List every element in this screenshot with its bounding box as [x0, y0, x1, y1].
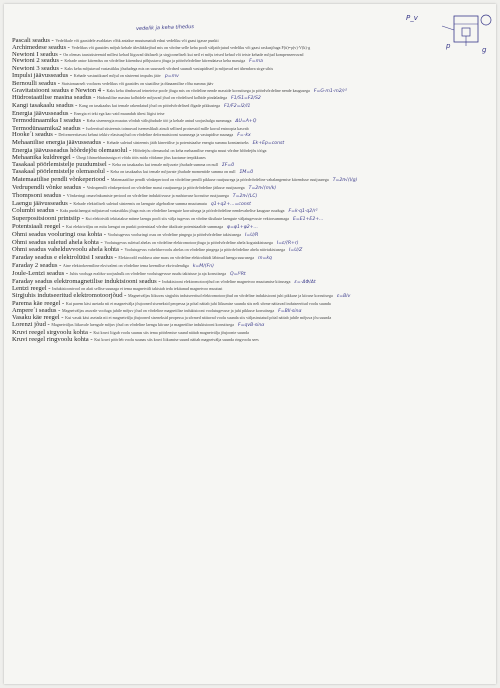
law-description: Voolutugevus suletud ahelas on võrdeline elektromotoorjõuga ja pöördvõrdeline ahela kogutakistusega	[104, 239, 273, 245]
law-description: Kui elektriväljas on mitu laengut on punkti potentsiaal võrdne üksikute potentsiaalide summaga	[66, 223, 224, 229]
law-entry	[12, 322, 488, 328]
law-separator: -	[79, 215, 86, 223]
law-handwritten-formula: T=2π√(l/g)	[332, 178, 358, 184]
law-description: Voolutugevus vahelduvvoolu ahelas on võrdeline pingega ja pöördvõrdeline ahela näivtakistusega	[124, 247, 286, 253]
law-name: Potentsiaali reegel	[12, 222, 61, 230]
law-description: Induktsiooni elektromotoorjõud on võrdeline magnetvoo muutumise kiirusega	[162, 278, 291, 284]
law-description: Magnetväljas liikuvale laengule mõjuv jõud on võrdeline laengu kiiruse ja magnetilise induktsiooni korrutisega	[51, 322, 234, 328]
law-separator: -	[127, 146, 133, 154]
law-description: Kehade elektriliselt suletud süsteemis on laengute algebraline summa muutumatu	[73, 200, 207, 206]
law-entry	[12, 337, 488, 342]
law-handwritten-formula: F=qvB·sinα	[237, 323, 265, 329]
law-description: Deformeeritavast kehast tekkiv elastsusjõud on võrdeline deformatsiooni suurusega ja vastupidise suunaga	[58, 132, 234, 138]
law-name: Pascali seadus	[12, 37, 50, 44]
law-entry	[12, 177, 488, 183]
law-handwritten-formula: m=kq	[258, 256, 272, 262]
law-description: Ühegi lihtmehhanismiga ei võida töös mida võidame jõus kaotame teepikkuses	[76, 154, 206, 160]
law-name: Faraday 2 seadus	[12, 261, 58, 269]
law-entry	[12, 132, 488, 138]
law-description: Statsionaarselt voolavas vedelikus või gaasides on staatilise ja dünaamilise rõhu summa jääv	[61, 80, 214, 86]
law-entry	[12, 162, 488, 168]
law-description: Vedelikule või gaasidele avaldatav rõhk antakse muutumatult edasi vedeliku või gaasi igasse punkti	[55, 38, 219, 43]
law-separator: -	[81, 116, 87, 124]
law-separator: -	[64, 269, 70, 277]
law-name: Newtoni 2 seadus	[12, 57, 59, 65]
law-handwritten-formula: T=2π√(m/k)	[248, 185, 277, 191]
law-handwritten-formula: E=E1+E2+...	[292, 217, 324, 223]
law-description: Elektroodil eralduva aine mass on võrdeline elektrolüüdi läbinud laengu suurusega	[118, 255, 255, 261]
law-entry	[12, 155, 488, 160]
law-description: Vedelikus või gaasides mõjub kehale üleslükkejõud mis on võrdne selle keha poolt väljatõrjutud vedeliku või gaasi raskusjõuga F(ü)=ρ(v)·V(k)·g	[71, 44, 311, 50]
law-entry	[12, 224, 488, 230]
law-handwritten-formula: F=k·q1·q2/r²	[288, 209, 318, 215]
law-separator: -	[57, 50, 64, 58]
law-handwritten-formula: ε=-ΔΦ/Δt	[294, 279, 316, 285]
law-separator: -	[60, 222, 67, 230]
law-name: Matemaatilise pendli võnkeperiood	[12, 176, 106, 184]
law-separator: -	[98, 238, 105, 246]
law-name: Kruvi reegel ringvoolu kohta	[12, 335, 89, 343]
law-handwritten-formula: I=ε/(R+r)	[276, 240, 299, 246]
law-name: Vasaku käe reegel	[12, 314, 60, 322]
law-separator: -	[156, 277, 163, 285]
law-entry	[12, 330, 488, 335]
law-separator: -	[68, 71, 74, 79]
law-name: Faraday seadus elektromagnetilise induktsiooni seadus	[12, 277, 157, 285]
law-entry	[12, 201, 488, 207]
law-name: Kangi tasakaalu seadus	[12, 102, 74, 110]
law-description: Kui parem käsi asetada nii et magnetvälja jõujooned siseneksid peopessa ja pöial näitab juhi liikumise suunda siis neli sõrme näitavad indutseeritud voolu suunda	[65, 300, 331, 306]
law-entry	[12, 279, 488, 285]
law-name: Ohmi seadus suletud ahela kohta	[12, 238, 99, 246]
law-separator: -	[73, 102, 80, 110]
law-handwritten-formula: q1+q2+...=const	[210, 201, 251, 207]
law-separator: -	[80, 124, 87, 132]
law-entry	[12, 38, 488, 43]
law-description: Kehade antav kiirendus on võrdeline kiirendust põhjustava jõuga ja pöördvõrdeline kiirendatava keha massiga	[64, 58, 246, 64]
law-name: Thompsoni seadus	[12, 191, 62, 199]
handwritten-note: vedelik ja keha tihedus	[135, 23, 195, 33]
law-separator: -	[81, 183, 87, 191]
law-description: Kui kruvi liigub voolu suunas siis tema pöörlemise suund näitab magnetvälja jõujoonte suunda	[93, 330, 249, 336]
law-name: Hüdrostaatilise masina seadus	[12, 94, 92, 102]
law-separator: -	[105, 176, 111, 184]
law-separator: -	[87, 329, 94, 337]
law-separator: -	[46, 285, 53, 293]
law-description: Kehade suletud süsteemis jääb kineetilise ja potentsiaalse energia summa konstantseks	[106, 140, 249, 146]
law-handwritten-formula: F1/F2=l2/l1	[224, 104, 251, 110]
law-description: Võnkeringi omavõnkumiste periood on võrdeline induktiivsuse ja mahtuvuse korrutise ruutjuurega	[66, 192, 229, 198]
law-name: Tasakaal pöörlemistelje puudumisel	[12, 160, 107, 168]
diagram-label-pv: P_v	[406, 14, 418, 22]
law-separator: -	[112, 254, 119, 262]
law-description: Voolutugevus vooluringi osas on võrdeline pingega ja pöördvõrdeline takistusega	[107, 231, 242, 237]
law-entry	[12, 293, 488, 299]
law-handwritten-formula: ΣM=0	[239, 170, 254, 176]
law-name: Ampere´i seadus	[12, 306, 57, 314]
law-separator: -	[57, 261, 63, 269]
law-description: Kui kruvi pöörleb voolu suunas siis kruvi liikumise suund näitab magnetvälja suunda ringvoolu sees	[94, 336, 259, 342]
law-separator: -	[60, 299, 66, 307]
law-handwritten-formula: ε=Blv	[336, 294, 351, 300]
law-name: Newtoni I seadus	[12, 50, 58, 58]
law-separator: -	[102, 230, 108, 238]
law-description: Magnetväljas liikuvas sirgjuhis indutseeritud elektromotoorjõud on võrdeline induktsiooni juhi pikkuse ja kiiruse korrutisega	[128, 293, 333, 299]
law-entry	[12, 81, 488, 86]
law-entry	[12, 315, 488, 320]
law-entry	[12, 308, 488, 314]
law-description: Matemaatilise pendli võnkeperiood on võrdeline pendli pikkuse ruutjuurega ja pöördvõrdeline vabalangemise kiirenduse ruutjuurega	[110, 177, 329, 183]
law-entry	[12, 208, 488, 214]
diagram-label-rho: p	[446, 42, 451, 50]
law-handwritten-formula: Q=I²Rt	[230, 271, 246, 277]
law-name: Laengu jäävusseadus	[12, 199, 68, 207]
law-separator: -	[70, 153, 77, 161]
law-handwritten-formula: I=U/Z	[289, 248, 303, 254]
law-entry	[12, 193, 488, 199]
law-name: Energia jäävusseadus hõõrdejõu olemasolul	[12, 146, 128, 154]
law-separator: -	[88, 335, 95, 343]
law-entry	[12, 185, 488, 191]
law-separator: -	[101, 86, 107, 94]
diagram-label-g: g	[482, 46, 487, 54]
law-name: Termodünaamika I seadus	[12, 116, 82, 124]
law-entry	[12, 118, 488, 124]
law-description: Vedrupendli võnkeperiood on võrdeline massi ruutjuurega ja pöördvõrdeline jäikuse ruutjuurega	[86, 184, 245, 190]
law-name: Mehaanika kuldreegel	[12, 153, 71, 161]
law-name: Bernoulli seadus	[12, 79, 57, 87]
law-entry	[12, 73, 488, 79]
law-description: Energia ei teki ega kao vaid muundub ühest liigist teise	[73, 110, 165, 116]
law-name: Kruvi reegel sirgvoolu kohta	[12, 329, 88, 337]
law-handwritten-formula: k=M/(Fn)	[192, 263, 214, 269]
law-description: Kaks keha mõjutavad vastastikku jõududega mis on suuruselt võrdsed suunalt vastupidised ja mõjuvad nei ühendava sirge sihis	[64, 66, 274, 72]
law-separator: -	[58, 65, 65, 73]
law-name: Vedrupendli võnke seadus	[12, 183, 82, 191]
law-separator: -	[104, 168, 111, 176]
law-entry	[12, 255, 488, 261]
law-separator: -	[118, 246, 125, 254]
law-name: Impulsi jäävusseadus	[12, 71, 69, 79]
law-separator: -	[68, 109, 74, 117]
law-separator: -	[56, 79, 62, 87]
law-entry	[12, 111, 488, 116]
law-description: Kui elektriväli tekitatakse mitme laengu poolt siis välja tugevus on võrdne üksikute laengute väljatugevuste vektorsummaga	[85, 216, 289, 222]
law-entry	[12, 271, 488, 277]
law-name: Energia jäävusseadus	[12, 109, 69, 117]
law-description: Juhis vooluga eralduv soojushulk on võrdeline voolutugevuse ruudu takistuse ja aja korrutisega	[69, 270, 227, 276]
law-separator: -	[67, 199, 74, 207]
law-name: Joule-Lentzi seadus	[12, 269, 65, 277]
law-description: Kang on tasakaalus kui temale rakendatud jõud on pöördvõrdelised õlgade pikkustega	[79, 103, 220, 109]
law-description: Keha siseenergia muutus võrdub välisjõudude töö ja kehale antud soojushulga summaga	[86, 117, 232, 123]
law-description: Induktsioonivool on alati sellise suunaga et tema magnetväli takistab teda tekitanud magnetvoo muutust	[52, 286, 223, 292]
law-separator: -	[52, 131, 59, 139]
law-name: Tasakaal pöörlemistelje olemasolul	[12, 168, 105, 176]
law-handwritten-formula: F1/S1=F2/S2	[231, 96, 261, 102]
law-handwritten-formula: F=-kx	[237, 133, 251, 139]
law-handwritten-formula: φ=φ1+φ2+...	[227, 224, 258, 230]
law-name: Faraday seadus e elektrolüüsi I seadus	[12, 254, 113, 262]
law-entry	[12, 240, 488, 246]
law-separator: -	[122, 292, 128, 300]
law-separator: -	[58, 57, 65, 65]
law-handwritten-formula: ΣF=0	[221, 162, 235, 168]
law-separator: -	[59, 314, 66, 322]
law-name: Columbi seadus	[12, 207, 55, 215]
law-entry	[12, 247, 488, 253]
law-entry	[12, 52, 488, 57]
law-entry	[12, 232, 488, 238]
law-handwritten-formula: F=BIl·sinα	[278, 308, 302, 314]
law-entry	[12, 148, 488, 153]
law-description: Kui vasak käsi asetada nii et magnetvälja jõujooned siseneksid peopessa ja sõrmed näitavad voolu suunda siis väljasirutatud pöial näitab juhile mõjuva jõu suunda	[65, 315, 332, 321]
law-name: Lorenzi jõud	[12, 321, 46, 329]
law-description: Kaks punktlaengut mõjutavad vastastikku jõuga mis on võrdeline laengute korrutisega ja pöördvõrdeline nendevahelise kauguse ruuduga	[59, 208, 285, 214]
law-separator: -	[54, 207, 60, 215]
law-handwritten-formula: p=mv	[164, 73, 179, 79]
law-entry	[12, 88, 488, 94]
law-name: Hooke´i seadus	[12, 131, 53, 139]
law-description: On olemas taustsüsteemid millest kehad liiguvad ühtlaselt ja sirgjooneliselt kui neil ei mõju teised kehad või teiste kehade mõjud kompenseeruvad	[63, 51, 304, 57]
law-separator: -	[101, 139, 107, 147]
law-description: Keha on tasakaalus kui temale mõjuvate jõudude summa on null	[112, 161, 218, 167]
law-name: Gravitatsiooni seadus e Newton 4	[12, 86, 101, 94]
law-entry	[12, 169, 488, 175]
law-separator: -	[56, 306, 62, 314]
law-name: Mehaanilise energia jäävusseadus	[12, 139, 102, 147]
law-handwritten-formula: ΔU=A+Q	[235, 118, 257, 124]
law-separator: -	[45, 321, 52, 329]
law-entry	[12, 263, 488, 269]
law-entry	[12, 45, 488, 50]
law-name: Termodünaamika2 seadus	[12, 124, 81, 132]
law-name: Superpositsiooni printsiip	[12, 215, 80, 223]
law-entry	[12, 103, 488, 109]
law-separator: -	[106, 160, 113, 168]
law-name: Newtoni 3 seadus	[12, 65, 59, 73]
law-description: Magnetväljas asuvale vooluga juhile mõjuv jõud on võrdeline magnetilise induktsiooni voolutugevuse ja juhi pikkuse korrutisega	[62, 307, 275, 313]
notes-sheet	[4, 4, 496, 684]
law-separator: -	[49, 37, 56, 44]
law-name: Lentzi reegel	[12, 285, 47, 293]
law-name: Parema käe reegel	[12, 299, 61, 307]
law-entry	[12, 58, 488, 64]
law-name: Ohmi seadus vahelduvvoolu ahela kohta	[12, 246, 119, 254]
law-entry	[12, 126, 488, 131]
law-entry	[12, 140, 488, 146]
law-entry	[12, 95, 488, 101]
law-description: Hõõrdejõu olemasolul on keha mehaanilise energia muut võrdne hõõrdejõu tööga	[132, 147, 267, 153]
law-handwritten-formula: I=U/R	[245, 232, 259, 238]
law-entry	[12, 66, 488, 71]
laws-list	[12, 38, 488, 344]
law-description: Isoleeritud süsteemis toimuvad iseeneslikult ainult sellised protsessid mille korral entroopia kasvab	[86, 125, 249, 131]
law-separator: -	[91, 94, 97, 102]
law-entry	[12, 286, 488, 291]
law-handwritten-formula: F=ma	[249, 59, 263, 65]
law-handwritten-formula: F=G·m1·m2/r²	[313, 88, 347, 94]
law-description: Keha on tasakaalus kui temale mõjuvate jõudude momentide summa on null	[110, 169, 236, 175]
law-handwritten-formula: T=2π√(LC)	[232, 193, 258, 199]
law-name: Sirgjuhis indutseeritud elektromotoorjõud	[12, 292, 123, 300]
law-description: Kaks keha tõmbuvad teineteise poole jõuga mis on võrdeline nende masside korrutisega ja pöördvõrdeline nende kaugusega	[106, 87, 310, 93]
law-description: Aine elektrokeemiline ekvivalent on võrdeline tema keemilise ekvivalendiga	[62, 262, 189, 268]
law-name: Ohmi seadus vooluringi osa kohta	[12, 230, 103, 238]
law-description: Kehade vastastikusel mõjul on süsteemi impulss jääv	[73, 72, 161, 78]
law-separator: -	[66, 43, 72, 51]
law-entry	[12, 301, 488, 306]
law-entry	[12, 216, 488, 222]
law-name: Archimedese seadus	[12, 43, 67, 51]
law-separator: -	[61, 191, 67, 199]
law-handwritten-formula: Ek+Ep=const	[252, 141, 285, 147]
law-description: Hüdraulilise masina kolbidele mõjuvad jõud on võrdelised kolbide pindaladega	[96, 95, 228, 101]
